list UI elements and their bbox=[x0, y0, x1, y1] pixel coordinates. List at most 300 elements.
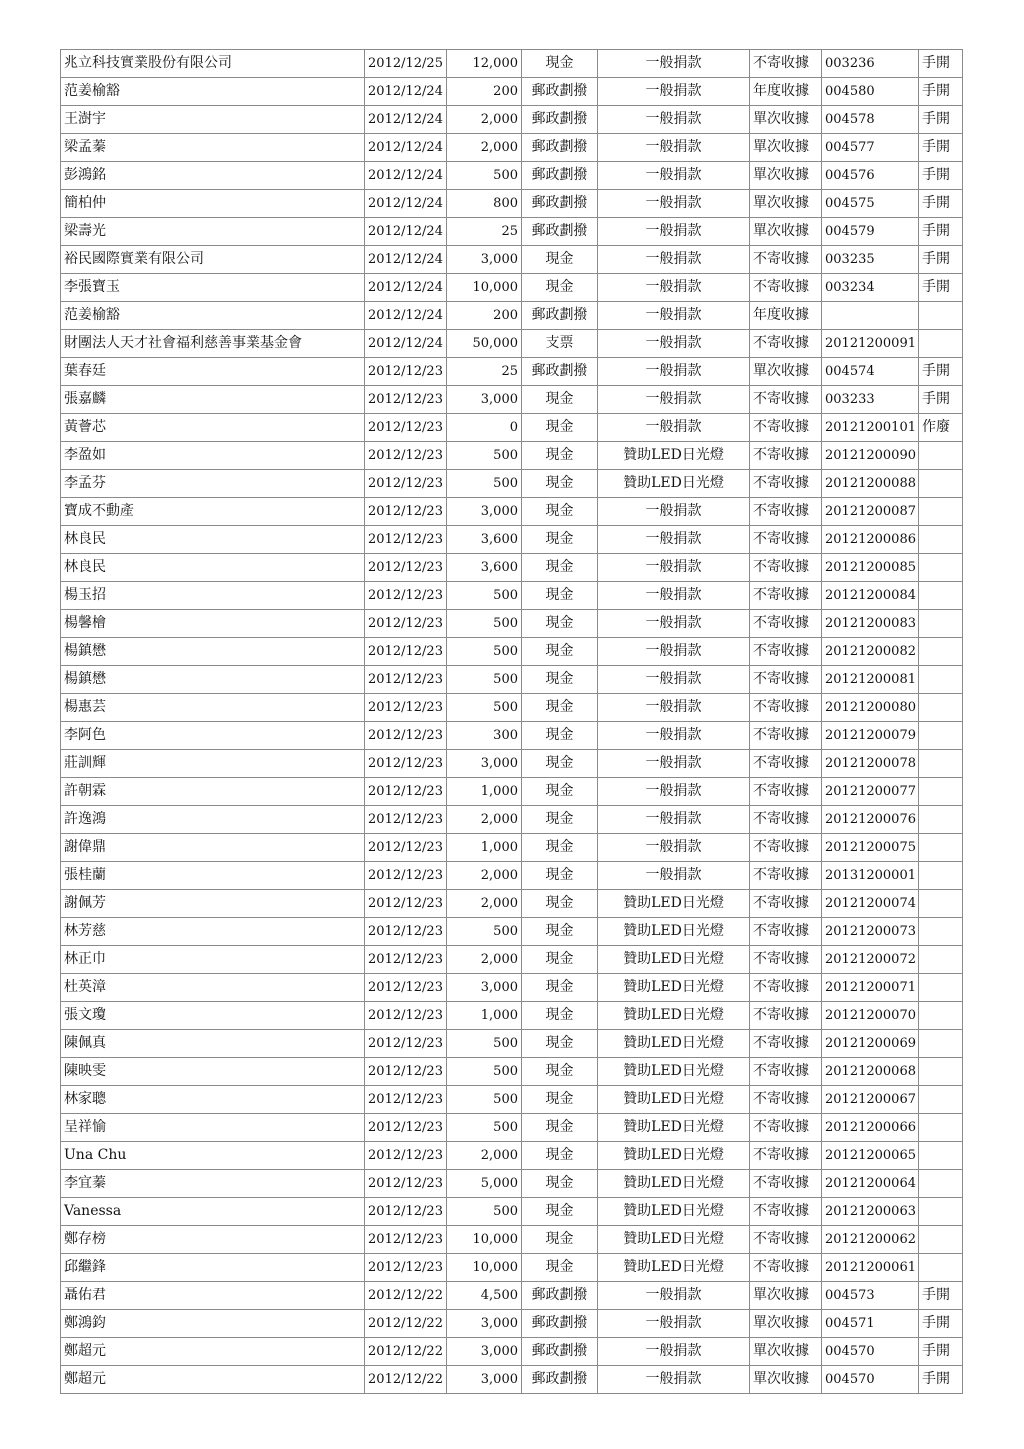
purpose-cell: 一般捐款 bbox=[598, 162, 750, 190]
donor-name-cell: 許逸鴻 bbox=[61, 806, 365, 834]
receipt-type-cell: 單次收據 bbox=[750, 134, 822, 162]
receipt-type-cell: 不寄收據 bbox=[750, 50, 822, 78]
receipt-type-cell: 年度收據 bbox=[750, 78, 822, 106]
donation-date-cell: 2012/12/23 bbox=[365, 946, 447, 974]
table-row bbox=[61, 162, 963, 190]
table-row bbox=[61, 106, 963, 134]
donor-name-cell: 王澍宇 bbox=[61, 106, 365, 134]
payment-method-cell: 現金 bbox=[522, 1170, 598, 1198]
receipt-number-cell: 004575 bbox=[822, 190, 919, 218]
donation-date-cell: 2012/12/23 bbox=[365, 442, 447, 470]
amount-cell: 500 bbox=[447, 918, 522, 946]
donation-date-cell: 2012/12/23 bbox=[365, 778, 447, 806]
donation-date-cell: 2012/12/22 bbox=[365, 1310, 447, 1338]
donor-name-cell: 寶成不動產 bbox=[61, 498, 365, 526]
amount-cell: 500 bbox=[447, 582, 522, 610]
issue-status-cell: 手開 bbox=[919, 190, 963, 218]
receipt-type-cell: 不寄收據 bbox=[750, 610, 822, 638]
donor-name-cell: 鄭超元 bbox=[61, 1338, 365, 1366]
table-row bbox=[61, 414, 963, 442]
table-row bbox=[61, 834, 963, 862]
donation-date-cell: 2012/12/24 bbox=[365, 302, 447, 330]
table-row bbox=[61, 274, 963, 302]
table-row bbox=[61, 246, 963, 274]
donation-date-cell: 2012/12/23 bbox=[365, 498, 447, 526]
purpose-cell: 一般捐款 bbox=[598, 694, 750, 722]
receipt-number-cell: 20121200101 bbox=[822, 414, 919, 442]
payment-method-cell: 郵政劃撥 bbox=[522, 106, 598, 134]
amount-cell: 500 bbox=[447, 1058, 522, 1086]
receipt-number-cell: 004570 bbox=[822, 1366, 919, 1394]
receipt-type-cell: 不寄收據 bbox=[750, 1002, 822, 1030]
issue-status-cell bbox=[919, 330, 963, 358]
payment-method-cell: 現金 bbox=[522, 946, 598, 974]
table-row bbox=[61, 694, 963, 722]
donor-name-cell: 楊馨檜 bbox=[61, 610, 365, 638]
issue-status-cell: 手開 bbox=[919, 162, 963, 190]
receipt-number-cell: 20121200083 bbox=[822, 610, 919, 638]
receipt-number-cell: 20121200062 bbox=[822, 1226, 919, 1254]
table-row bbox=[61, 1114, 963, 1142]
table-row bbox=[61, 1142, 963, 1170]
table-row bbox=[61, 778, 963, 806]
table-row bbox=[61, 1002, 963, 1030]
donation-date-cell: 2012/12/23 bbox=[365, 806, 447, 834]
payment-method-cell: 郵政劃撥 bbox=[522, 302, 598, 330]
receipt-number-cell: 004571 bbox=[822, 1310, 919, 1338]
purpose-cell: 一般捐款 bbox=[598, 50, 750, 78]
table-row bbox=[61, 946, 963, 974]
issue-status-cell bbox=[919, 498, 963, 526]
donation-date-cell: 2012/12/24 bbox=[365, 218, 447, 246]
receipt-type-cell: 不寄收據 bbox=[750, 834, 822, 862]
donor-name-cell: 張嘉麟 bbox=[61, 386, 365, 414]
issue-status-cell bbox=[919, 582, 963, 610]
purpose-cell: 一般捐款 bbox=[598, 246, 750, 274]
payment-method-cell: 郵政劃撥 bbox=[522, 1282, 598, 1310]
table-row bbox=[61, 862, 963, 890]
issue-status-cell: 手開 bbox=[919, 386, 963, 414]
purpose-cell: 一般捐款 bbox=[598, 778, 750, 806]
payment-method-cell: 現金 bbox=[522, 1058, 598, 1086]
table-row bbox=[61, 1254, 963, 1282]
receipt-number-cell: 003234 bbox=[822, 274, 919, 302]
payment-method-cell: 現金 bbox=[522, 974, 598, 1002]
purpose-cell: 一般捐款 bbox=[598, 666, 750, 694]
donation-date-cell: 2012/12/22 bbox=[365, 1338, 447, 1366]
donor-name-cell: 裕民國際實業有限公司 bbox=[61, 246, 365, 274]
donation-date-cell: 2012/12/23 bbox=[365, 610, 447, 638]
purpose-cell: 贊助LED日光燈 bbox=[598, 1086, 750, 1114]
donation-date-cell: 2012/12/23 bbox=[365, 862, 447, 890]
amount-cell: 200 bbox=[447, 78, 522, 106]
payment-method-cell: 現金 bbox=[522, 414, 598, 442]
receipt-number-cell: 004577 bbox=[822, 134, 919, 162]
table-row bbox=[61, 666, 963, 694]
issue-status-cell: 手開 bbox=[919, 1282, 963, 1310]
donation-date-cell: 2012/12/24 bbox=[365, 162, 447, 190]
issue-status-cell bbox=[919, 470, 963, 498]
amount-cell: 2,000 bbox=[447, 806, 522, 834]
receipt-type-cell: 不寄收據 bbox=[750, 722, 822, 750]
donor-name-cell: 謝佩芳 bbox=[61, 890, 365, 918]
receipt-type-cell: 不寄收據 bbox=[750, 946, 822, 974]
receipt-number-cell: 003236 bbox=[822, 50, 919, 78]
receipt-type-cell: 不寄收據 bbox=[750, 1114, 822, 1142]
issue-status-cell: 手開 bbox=[919, 134, 963, 162]
purpose-cell: 贊助LED日光燈 bbox=[598, 918, 750, 946]
purpose-cell: 贊助LED日光燈 bbox=[598, 442, 750, 470]
issue-status-cell bbox=[919, 722, 963, 750]
donation-date-cell: 2012/12/23 bbox=[365, 918, 447, 946]
payment-method-cell: 郵政劃撥 bbox=[522, 1310, 598, 1338]
donation-date-cell: 2012/12/25 bbox=[365, 50, 447, 78]
payment-method-cell: 現金 bbox=[522, 50, 598, 78]
donation-date-cell: 2012/12/23 bbox=[365, 554, 447, 582]
table-row bbox=[61, 1030, 963, 1058]
receipt-number-cell: 20121200090 bbox=[822, 442, 919, 470]
issue-status-cell bbox=[919, 1114, 963, 1142]
purpose-cell: 一般捐款 bbox=[598, 610, 750, 638]
table-row bbox=[61, 50, 963, 78]
amount-cell: 500 bbox=[447, 1030, 522, 1058]
issue-status-cell bbox=[919, 890, 963, 918]
receipt-number-cell: 20121200064 bbox=[822, 1170, 919, 1198]
table-row bbox=[61, 610, 963, 638]
payment-method-cell: 現金 bbox=[522, 666, 598, 694]
receipt-number-cell: 004573 bbox=[822, 1282, 919, 1310]
amount-cell: 10,000 bbox=[447, 1226, 522, 1254]
receipt-type-cell: 單次收據 bbox=[750, 1338, 822, 1366]
purpose-cell: 贊助LED日光燈 bbox=[598, 974, 750, 1002]
purpose-cell: 贊助LED日光燈 bbox=[598, 946, 750, 974]
issue-status-cell bbox=[919, 610, 963, 638]
table-row bbox=[61, 974, 963, 1002]
table-row bbox=[61, 582, 963, 610]
receipt-number-cell: 20121200063 bbox=[822, 1198, 919, 1226]
amount-cell: 10,000 bbox=[447, 1254, 522, 1282]
issue-status-cell bbox=[919, 1142, 963, 1170]
donor-name-cell: 葉春廷 bbox=[61, 358, 365, 386]
amount-cell: 500 bbox=[447, 1114, 522, 1142]
receipt-type-cell: 不寄收據 bbox=[750, 1142, 822, 1170]
payment-method-cell: 現金 bbox=[522, 1142, 598, 1170]
receipt-type-cell: 單次收據 bbox=[750, 106, 822, 134]
receipt-type-cell: 不寄收據 bbox=[750, 666, 822, 694]
donation-date-cell: 2012/12/24 bbox=[365, 106, 447, 134]
issue-status-cell bbox=[919, 694, 963, 722]
table-row bbox=[61, 190, 963, 218]
donation-date-cell: 2012/12/23 bbox=[365, 974, 447, 1002]
donation-date-cell: 2012/12/23 bbox=[365, 750, 447, 778]
purpose-cell: 贊助LED日光燈 bbox=[598, 890, 750, 918]
donation-date-cell: 2012/12/23 bbox=[365, 694, 447, 722]
payment-method-cell: 現金 bbox=[522, 554, 598, 582]
amount-cell: 3,000 bbox=[447, 750, 522, 778]
amount-cell: 500 bbox=[447, 666, 522, 694]
donation-date-cell: 2012/12/22 bbox=[365, 1366, 447, 1394]
table-row bbox=[61, 470, 963, 498]
payment-method-cell: 郵政劃撥 bbox=[522, 134, 598, 162]
issue-status-cell bbox=[919, 1086, 963, 1114]
amount-cell: 2,000 bbox=[447, 134, 522, 162]
receipt-type-cell: 單次收據 bbox=[750, 162, 822, 190]
table-row bbox=[61, 78, 963, 106]
issue-status-cell: 手開 bbox=[919, 78, 963, 106]
table-row bbox=[61, 806, 963, 834]
purpose-cell: 一般捐款 bbox=[598, 498, 750, 526]
issue-status-cell bbox=[919, 1254, 963, 1282]
issue-status-cell: 手開 bbox=[919, 1338, 963, 1366]
receipt-number-cell: 20121200078 bbox=[822, 750, 919, 778]
amount-cell: 2,000 bbox=[447, 890, 522, 918]
table-row bbox=[61, 358, 963, 386]
payment-method-cell: 現金 bbox=[522, 386, 598, 414]
receipt-type-cell: 不寄收據 bbox=[750, 778, 822, 806]
receipt-number-cell: 004576 bbox=[822, 162, 919, 190]
receipt-number-cell: 003235 bbox=[822, 246, 919, 274]
payment-method-cell: 現金 bbox=[522, 442, 598, 470]
purpose-cell: 一般捐款 bbox=[598, 106, 750, 134]
receipt-number-cell: 20121200075 bbox=[822, 834, 919, 862]
amount-cell: 12,000 bbox=[447, 50, 522, 78]
purpose-cell: 一般捐款 bbox=[598, 554, 750, 582]
issue-status-cell bbox=[919, 918, 963, 946]
donor-name-cell: 簡柏仲 bbox=[61, 190, 365, 218]
purpose-cell: 一般捐款 bbox=[598, 1338, 750, 1366]
receipt-number-cell: 20121200071 bbox=[822, 974, 919, 1002]
issue-status-cell bbox=[919, 1058, 963, 1086]
receipt-type-cell: 不寄收據 bbox=[750, 274, 822, 302]
amount-cell: 1,000 bbox=[447, 834, 522, 862]
donation-date-cell: 2012/12/24 bbox=[365, 274, 447, 302]
purpose-cell: 一般捐款 bbox=[598, 638, 750, 666]
receipt-number-cell: 20121200079 bbox=[822, 722, 919, 750]
receipt-number-cell: 20121200080 bbox=[822, 694, 919, 722]
issue-status-cell: 手開 bbox=[919, 246, 963, 274]
receipt-number-cell: 20121200087 bbox=[822, 498, 919, 526]
receipt-number-cell: 20121200069 bbox=[822, 1030, 919, 1058]
table-row bbox=[61, 554, 963, 582]
issue-status-cell bbox=[919, 974, 963, 1002]
table-row bbox=[61, 1198, 963, 1226]
payment-method-cell: 現金 bbox=[522, 526, 598, 554]
amount-cell: 5,000 bbox=[447, 1170, 522, 1198]
donor-name-cell: 黃薈芯 bbox=[61, 414, 365, 442]
donor-name-cell: 梁孟蓁 bbox=[61, 134, 365, 162]
payment-method-cell: 現金 bbox=[522, 470, 598, 498]
payment-method-cell: 現金 bbox=[522, 246, 598, 274]
donor-name-cell: 梁壽光 bbox=[61, 218, 365, 246]
purpose-cell: 一般捐款 bbox=[598, 330, 750, 358]
payment-method-cell: 現金 bbox=[522, 778, 598, 806]
receipt-type-cell: 不寄收據 bbox=[750, 498, 822, 526]
payment-method-cell: 現金 bbox=[522, 274, 598, 302]
receipt-type-cell: 單次收據 bbox=[750, 218, 822, 246]
payment-method-cell: 郵政劃撥 bbox=[522, 1338, 598, 1366]
issue-status-cell bbox=[919, 442, 963, 470]
donor-name-cell: 財團法人天才社會福利慈善事業基金會 bbox=[61, 330, 365, 358]
table-row bbox=[61, 302, 963, 330]
table-row bbox=[61, 890, 963, 918]
donation-date-cell: 2012/12/23 bbox=[365, 386, 447, 414]
payment-method-cell: 現金 bbox=[522, 890, 598, 918]
amount-cell: 3,000 bbox=[447, 974, 522, 1002]
receipt-type-cell: 不寄收據 bbox=[750, 918, 822, 946]
purpose-cell: 一般捐款 bbox=[598, 1366, 750, 1394]
donor-name-cell: 聶佑君 bbox=[61, 1282, 365, 1310]
receipt-number-cell: 004574 bbox=[822, 358, 919, 386]
receipt-type-cell: 單次收據 bbox=[750, 358, 822, 386]
receipt-number-cell: 20121200068 bbox=[822, 1058, 919, 1086]
issue-status-cell: 手開 bbox=[919, 1310, 963, 1338]
amount-cell: 1,000 bbox=[447, 1002, 522, 1030]
donation-date-cell: 2012/12/23 bbox=[365, 890, 447, 918]
donor-name-cell: 林良民 bbox=[61, 526, 365, 554]
amount-cell: 500 bbox=[447, 694, 522, 722]
table-row bbox=[61, 1282, 963, 1310]
receipt-number-cell: 20121200091 bbox=[822, 330, 919, 358]
issue-status-cell bbox=[919, 1002, 963, 1030]
issue-status-cell bbox=[919, 806, 963, 834]
payment-method-cell: 郵政劃撥 bbox=[522, 162, 598, 190]
purpose-cell: 一般捐款 bbox=[598, 806, 750, 834]
donation-date-cell: 2012/12/23 bbox=[365, 1058, 447, 1086]
purpose-cell: 一般捐款 bbox=[598, 750, 750, 778]
donation-date-cell: 2012/12/22 bbox=[365, 1282, 447, 1310]
donor-name-cell: 許朝霖 bbox=[61, 778, 365, 806]
purpose-cell: 一般捐款 bbox=[598, 722, 750, 750]
purpose-cell: 一般捐款 bbox=[598, 834, 750, 862]
receipt-number-cell: 20121200072 bbox=[822, 946, 919, 974]
payment-method-cell: 現金 bbox=[522, 722, 598, 750]
table-row bbox=[61, 638, 963, 666]
issue-status-cell: 手開 bbox=[919, 358, 963, 386]
payment-method-cell: 現金 bbox=[522, 610, 598, 638]
receipt-type-cell: 不寄收據 bbox=[750, 526, 822, 554]
purpose-cell: 一般捐款 bbox=[598, 302, 750, 330]
receipt-type-cell: 不寄收據 bbox=[750, 246, 822, 274]
amount-cell: 3,000 bbox=[447, 1310, 522, 1338]
donation-date-cell: 2012/12/24 bbox=[365, 246, 447, 274]
issue-status-cell bbox=[919, 666, 963, 694]
receipt-number-cell: 20121200086 bbox=[822, 526, 919, 554]
donation-date-cell: 2012/12/24 bbox=[365, 134, 447, 162]
donor-name-cell: 林家聰 bbox=[61, 1086, 365, 1114]
donation-date-cell: 2012/12/23 bbox=[365, 1030, 447, 1058]
receipt-type-cell: 不寄收據 bbox=[750, 470, 822, 498]
purpose-cell: 一般捐款 bbox=[598, 1282, 750, 1310]
donor-name-cell: 鄭超元 bbox=[61, 1366, 365, 1394]
payment-method-cell: 現金 bbox=[522, 1030, 598, 1058]
payment-method-cell: 郵政劃撥 bbox=[522, 218, 598, 246]
receipt-type-cell: 不寄收據 bbox=[750, 694, 822, 722]
purpose-cell: 贊助LED日光燈 bbox=[598, 1114, 750, 1142]
amount-cell: 500 bbox=[447, 162, 522, 190]
table-row bbox=[61, 218, 963, 246]
purpose-cell: 一般捐款 bbox=[598, 134, 750, 162]
amount-cell: 3,000 bbox=[447, 1366, 522, 1394]
purpose-cell: 一般捐款 bbox=[598, 1310, 750, 1338]
amount-cell: 4,500 bbox=[447, 1282, 522, 1310]
purpose-cell: 贊助LED日光燈 bbox=[598, 1170, 750, 1198]
receipt-type-cell: 單次收據 bbox=[750, 190, 822, 218]
donation-date-cell: 2012/12/23 bbox=[365, 1002, 447, 1030]
issue-status-cell bbox=[919, 1198, 963, 1226]
donor-name-cell: 李盈如 bbox=[61, 442, 365, 470]
receipt-type-cell: 不寄收據 bbox=[750, 1198, 822, 1226]
issue-status-cell: 手開 bbox=[919, 218, 963, 246]
purpose-cell: 贊助LED日光燈 bbox=[598, 1226, 750, 1254]
table-row bbox=[61, 750, 963, 778]
donor-name-cell: 李宜蓁 bbox=[61, 1170, 365, 1198]
payment-method-cell: 現金 bbox=[522, 1198, 598, 1226]
amount-cell: 200 bbox=[447, 302, 522, 330]
table-row bbox=[61, 918, 963, 946]
amount-cell: 3,000 bbox=[447, 1338, 522, 1366]
receipt-type-cell: 不寄收據 bbox=[750, 386, 822, 414]
receipt-type-cell: 不寄收據 bbox=[750, 862, 822, 890]
amount-cell: 1,000 bbox=[447, 778, 522, 806]
receipt-type-cell: 不寄收據 bbox=[750, 1030, 822, 1058]
purpose-cell: 一般捐款 bbox=[598, 78, 750, 106]
donor-name-cell: 林正巾 bbox=[61, 946, 365, 974]
donation-date-cell: 2012/12/23 bbox=[365, 414, 447, 442]
issue-status-cell bbox=[919, 946, 963, 974]
table-row bbox=[61, 526, 963, 554]
issue-status-cell: 作廢 bbox=[919, 414, 963, 442]
purpose-cell: 一般捐款 bbox=[598, 414, 750, 442]
donor-name-cell: 鄭存榜 bbox=[61, 1226, 365, 1254]
donation-date-cell: 2012/12/23 bbox=[365, 1114, 447, 1142]
donation-date-cell: 2012/12/23 bbox=[365, 470, 447, 498]
receipt-number-cell: 20121200081 bbox=[822, 666, 919, 694]
donation-date-cell: 2012/12/23 bbox=[365, 1226, 447, 1254]
issue-status-cell bbox=[919, 778, 963, 806]
receipt-type-cell: 不寄收據 bbox=[750, 890, 822, 918]
amount-cell: 3,000 bbox=[447, 386, 522, 414]
receipt-type-cell: 不寄收據 bbox=[750, 1086, 822, 1114]
receipt-type-cell: 不寄收據 bbox=[750, 554, 822, 582]
amount-cell: 0 bbox=[447, 414, 522, 442]
donor-name-cell: 李張寶玉 bbox=[61, 274, 365, 302]
receipt-type-cell: 單次收據 bbox=[750, 1282, 822, 1310]
donation-date-cell: 2012/12/23 bbox=[365, 526, 447, 554]
receipt-type-cell: 不寄收據 bbox=[750, 582, 822, 610]
amount-cell: 2,000 bbox=[447, 862, 522, 890]
amount-cell: 500 bbox=[447, 610, 522, 638]
purpose-cell: 贊助LED日光燈 bbox=[598, 470, 750, 498]
issue-status-cell bbox=[919, 638, 963, 666]
donation-date-cell: 2012/12/23 bbox=[365, 834, 447, 862]
issue-status-cell: 手開 bbox=[919, 274, 963, 302]
amount-cell: 25 bbox=[447, 218, 522, 246]
amount-cell: 50,000 bbox=[447, 330, 522, 358]
amount-cell: 25 bbox=[447, 358, 522, 386]
receipt-type-cell: 不寄收據 bbox=[750, 638, 822, 666]
table-row bbox=[61, 442, 963, 470]
payment-method-cell: 郵政劃撥 bbox=[522, 190, 598, 218]
receipt-number-cell: 20121200066 bbox=[822, 1114, 919, 1142]
table-row bbox=[61, 330, 963, 358]
donor-name-cell: 楊鎮懋 bbox=[61, 638, 365, 666]
receipt-number-cell: 20121200070 bbox=[822, 1002, 919, 1030]
donor-name-cell: 范姜榆豁 bbox=[61, 302, 365, 330]
issue-status-cell bbox=[919, 862, 963, 890]
payment-method-cell: 現金 bbox=[522, 806, 598, 834]
donor-name-cell: 李孟芬 bbox=[61, 470, 365, 498]
donor-name-cell: Una Chu bbox=[61, 1142, 365, 1170]
